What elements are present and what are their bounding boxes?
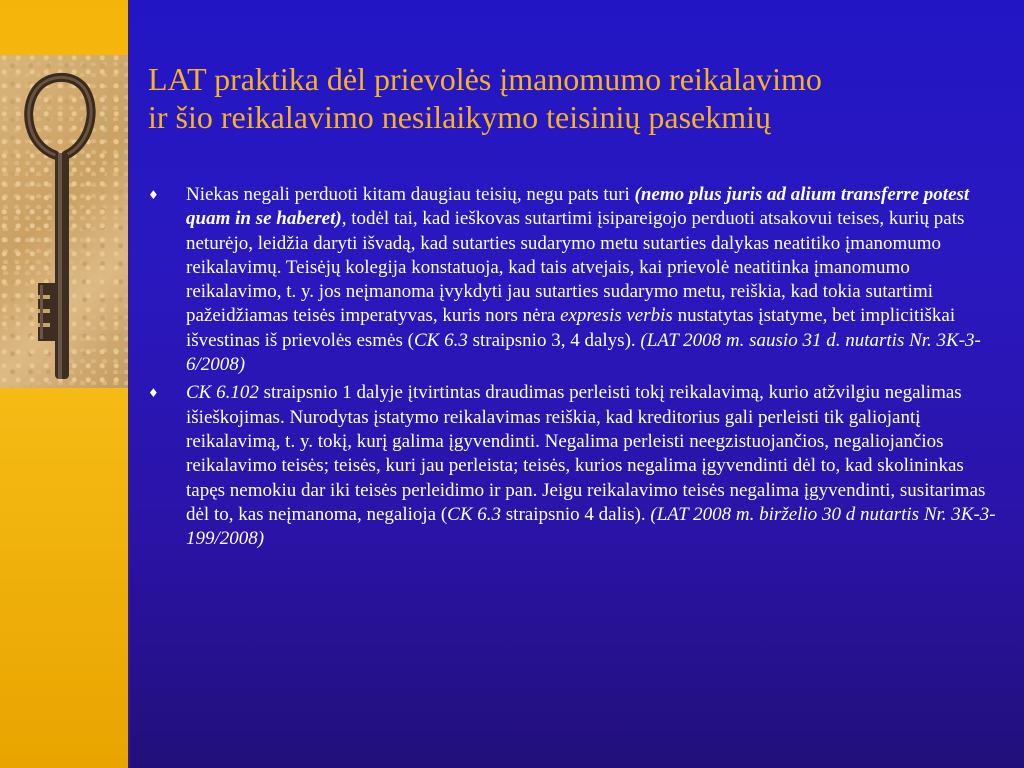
bullet-2-text-cont: straipsnio 4 dalis). xyxy=(501,503,651,525)
bullet-2-ck-ref: CK 6.102 xyxy=(186,382,259,404)
bullet-2-ck-ref-2: CK 6.3 xyxy=(447,503,502,525)
diamond-bullet-icon: ♦ xyxy=(148,188,159,202)
diamond-bullet-icon: ♦ xyxy=(148,386,159,401)
bullet-list xyxy=(148,183,1004,555)
title-line-2: ir šio reikalavimo nesilaikymo teisinių pasekmių xyxy=(148,99,771,135)
key-icon xyxy=(0,55,128,388)
title-line-1: LAT praktika dėl prievolės įmanomumo reikalavimo xyxy=(148,61,822,97)
bullet-1-ck-ref: CK 6.3 xyxy=(413,329,468,351)
bullet-2-text: straipsnio 1 dalyje įtvirtintas draudimas perleisti tokį reikalavimą, kurio atžvilgiu negalimas išieškojimas. Nurodytas įstatymo reikalavimas reiškia, kad kreditorius gali perleisti tik galiojantį reikalavimą, t. y. tokį, kurį galima įgyvendinti. Negalima perleisti neegzistuojančios, negaliojančios reikalavimo teisės; teisės, kuri jau perleista; teisės, kurios negalima įgyvendinti dėl to, kad skolininkas tapęs nemokiu dar iki teisės perleidimo ir pan. Jeigu reikalavimo teisės negalima įgyvendinti, susitarimas dėl to, kas neįmanoma, negalioja ( xyxy=(186,382,986,525)
bullet-1-text-cont2: nustatytas įstatyme, bet implicitiškai išvestinas iš prievolės esmės ( xyxy=(186,305,956,351)
slide-title xyxy=(148,60,1008,136)
bullet-item-2 xyxy=(148,381,1004,551)
bullet-1-citation: (LAT 2008 m. sausio 31 d. nutartis Nr. 3K-3-6/2008) xyxy=(186,329,981,376)
bullet-1-text-cont: , todėl tai, kad ieškovas sutartimi įsipareigojo perduoti atsakovui teises, kurių pats neturėjo, leidžia daryti išvadą, kad sutarties sudarymo metu sutarties dalykas neatitiko įmanomumo reikalavimų. Teisėjų kolegija konstatuoja, kad tais atvejais, kai prievolė neatitinka įmanomumo reikalavimo, t. y. jos neįmanoma įvykdyti jau sutarties sudarymo metu, reiškia, kad tokia sutartimi pažeidžiamas teisės imperatyvas, kuris nors nėra xyxy=(186,208,965,327)
bullet-1-latin-maxim: (nemo plus juris ad alium transferre potest quam in se haberet) xyxy=(186,184,970,230)
bullet-1-expresis: expresis verbis xyxy=(560,305,673,327)
strip-divider xyxy=(128,0,130,768)
key-picture xyxy=(0,55,128,388)
bullet-2-citation: (LAT 2008 m. birželio 30 d nutartis Nr. 3K-3-199/2008) xyxy=(186,503,996,550)
bullet-1-text: Niekas negali perduoti kitam daugiau teisių, negu pats turi xyxy=(186,184,635,205)
bullet-1-text-cont3: straipsnio 3, 4 dalys). xyxy=(467,329,641,351)
bullet-item-1 xyxy=(148,183,1004,377)
